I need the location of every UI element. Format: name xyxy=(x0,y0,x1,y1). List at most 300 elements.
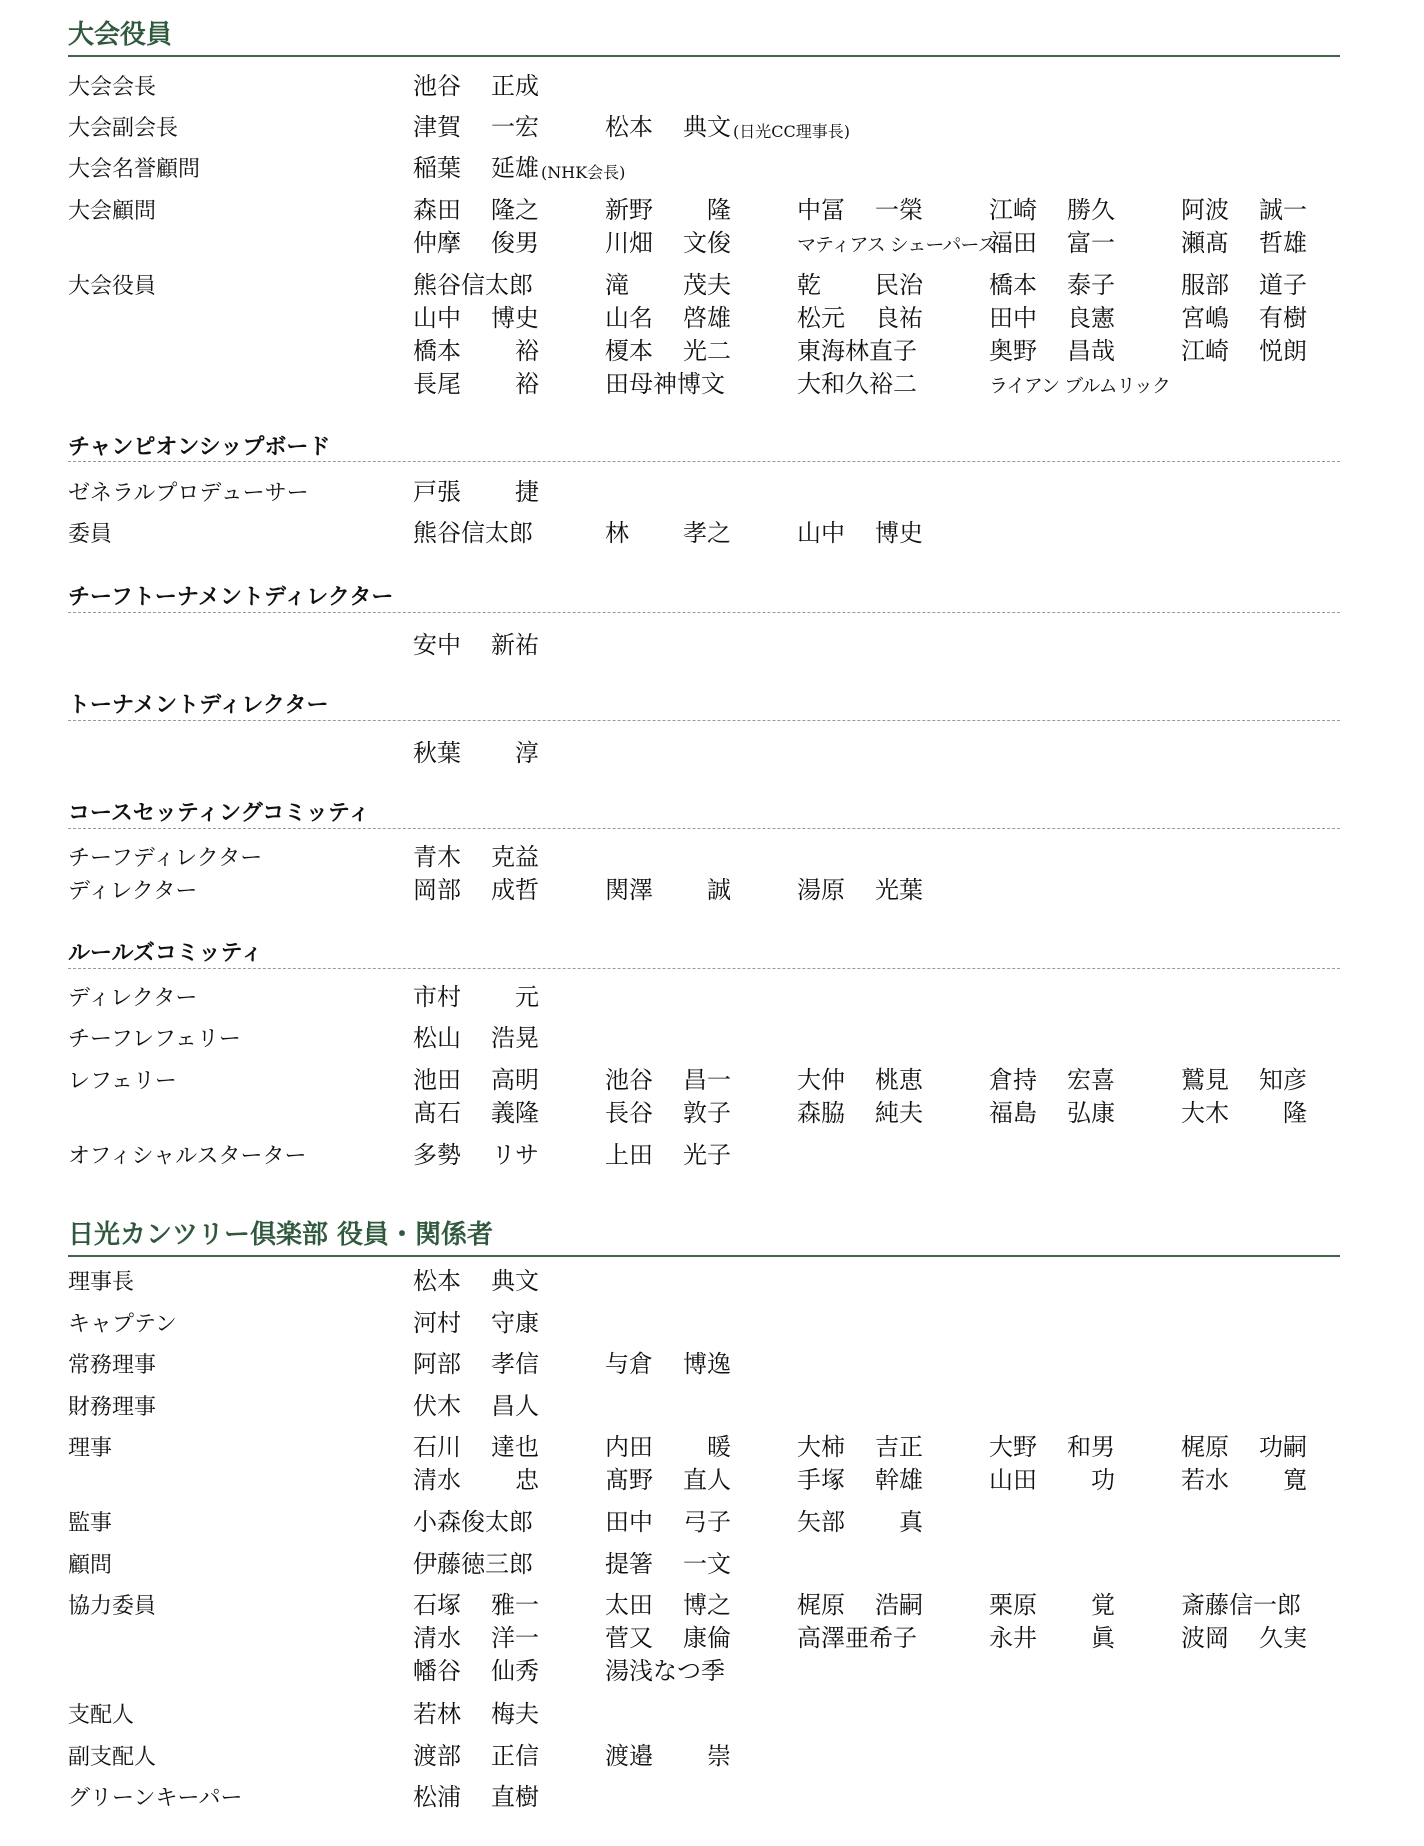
label-greenkeeper: グリーンキーパー xyxy=(68,1786,243,1811)
person-name xyxy=(989,369,1170,401)
family-name: 矢部 xyxy=(797,1508,845,1536)
given-name: 新祐 xyxy=(491,631,539,659)
person-name xyxy=(989,270,1115,300)
person-name-text xyxy=(413,1140,539,1170)
family-name: 梶原 xyxy=(1181,1433,1229,1461)
person-name xyxy=(797,1432,923,1462)
given-name: 寛 xyxy=(1283,1466,1307,1494)
given-name: 功嗣 xyxy=(1259,1433,1307,1461)
given-name: 和男 xyxy=(1067,1433,1115,1461)
person-name-text xyxy=(413,71,539,101)
family-name: 河村 xyxy=(413,1309,461,1337)
given-name: 幹雄 xyxy=(875,1466,923,1494)
given-name: 典文 xyxy=(683,113,731,141)
person-name xyxy=(413,195,539,225)
family-name: 乾 xyxy=(797,271,821,299)
family-name: 山中 xyxy=(413,304,461,332)
given-name: 誠一 xyxy=(1259,196,1307,224)
family-name: 渡部 xyxy=(413,1742,461,1770)
family-name: 阿波 xyxy=(1181,196,1229,224)
given-name: 義隆 xyxy=(491,1099,539,1127)
person-name xyxy=(413,1590,539,1620)
given-name: 仙秀 xyxy=(491,1657,539,1685)
person-name xyxy=(989,1623,1115,1653)
label-vice-president: 大会副会長 xyxy=(68,116,179,141)
person-name xyxy=(797,1465,923,1495)
family-name: 池谷 xyxy=(413,72,461,100)
family-name: 山中 xyxy=(797,519,845,547)
label-director: 理事 xyxy=(68,1436,113,1461)
person-name-text xyxy=(413,1465,539,1495)
person-name-text xyxy=(413,842,539,872)
person-name xyxy=(1181,1065,1307,1095)
person-name-text xyxy=(797,1098,923,1128)
family-name: 関澤 xyxy=(605,876,653,904)
given-name: 昌人 xyxy=(491,1392,539,1420)
section-title-club: 日光カンツリー倶楽部 役員・関係者 xyxy=(68,1220,494,1250)
given-name: 延雄 xyxy=(491,154,539,182)
person-name-text xyxy=(413,1349,539,1379)
label-captain: キャプテン xyxy=(68,1312,177,1337)
label-general-producer: ゼネラルプロデューサー xyxy=(68,481,309,506)
family-name: 安中 xyxy=(413,631,461,659)
person-name xyxy=(1181,270,1307,300)
person-name-text xyxy=(413,228,539,258)
family-name: 阿部 xyxy=(413,1350,461,1378)
person-name xyxy=(413,1623,539,1653)
given-name: 博逸 xyxy=(683,1350,731,1378)
person-name-text xyxy=(413,153,539,183)
person-name-text xyxy=(797,1465,923,1495)
person-name-text xyxy=(413,1266,539,1296)
given-name: 守康 xyxy=(491,1309,539,1337)
given-name: 勝久 xyxy=(1067,196,1115,224)
person-name-text xyxy=(413,1741,539,1771)
person-name-text xyxy=(605,1065,731,1095)
person-name-text xyxy=(413,1391,539,1421)
person-name xyxy=(605,875,731,905)
family-name: 菅又 xyxy=(605,1624,653,1652)
person-name-text xyxy=(797,1590,923,1620)
person-name xyxy=(1181,1432,1307,1462)
person-name xyxy=(413,1023,539,1053)
given-name: 久実 xyxy=(1259,1624,1307,1652)
person-name-text xyxy=(413,1782,539,1812)
family-name: 若水 xyxy=(1181,1466,1229,1494)
person-name-text xyxy=(605,875,731,905)
person-name-text xyxy=(989,270,1115,300)
given-name: 眞 xyxy=(1091,1624,1115,1652)
family-name: 鷲見 xyxy=(1181,1066,1229,1094)
dashed-divider xyxy=(68,828,1340,829)
label-finance-director: 財務理事 xyxy=(68,1395,157,1420)
person-name xyxy=(413,336,539,366)
person-name xyxy=(413,369,539,399)
given-name: 悦朗 xyxy=(1259,337,1307,365)
given-name: 光二 xyxy=(683,337,731,365)
person-name xyxy=(605,1590,731,1620)
family-name: 上田 xyxy=(605,1141,653,1169)
given-name: 良憲 xyxy=(1067,304,1115,332)
person-name-text xyxy=(605,336,731,366)
given-name: 博史 xyxy=(875,519,923,547)
given-name: 正成 xyxy=(491,72,539,100)
family-name: 石塚 xyxy=(413,1591,461,1619)
person-name-text xyxy=(797,270,923,300)
family-name: 松元 xyxy=(797,304,845,332)
family-name: 湯原 xyxy=(797,876,845,904)
person-name xyxy=(989,1065,1115,1095)
family-name: 波岡 xyxy=(1181,1624,1229,1652)
person-name xyxy=(605,270,731,300)
person-name-text: 斎藤信一郎 xyxy=(1181,1591,1301,1619)
label-chief-referee: チーフレフェリー xyxy=(68,1027,241,1052)
person-name-text xyxy=(413,982,539,1012)
person-name-text xyxy=(413,738,539,768)
family-name: 榎本 xyxy=(605,337,653,365)
family-name: 森田 xyxy=(413,196,461,224)
person-name xyxy=(413,228,539,258)
person-name-text xyxy=(413,477,539,507)
given-name: 覚 xyxy=(1091,1591,1115,1619)
family-name: 伏木 xyxy=(413,1392,461,1420)
given-name: 功 xyxy=(1091,1466,1115,1494)
person-name xyxy=(989,1432,1115,1462)
person-name-text xyxy=(605,228,731,258)
family-name: 髙石 xyxy=(413,1099,461,1127)
person-name xyxy=(413,112,539,142)
person-name-text xyxy=(989,228,1115,258)
dashed-divider xyxy=(68,461,1340,462)
person-name xyxy=(413,1266,539,1296)
person-name-text xyxy=(797,1507,923,1537)
person-name xyxy=(605,1741,731,1771)
family-name: 福島 xyxy=(989,1099,1037,1127)
person-name-text xyxy=(605,1741,731,1771)
person-name xyxy=(989,228,1115,258)
person-name-text xyxy=(797,1432,923,1462)
person-name-text xyxy=(989,1623,1115,1653)
person-name-text xyxy=(1181,1432,1307,1462)
subsection-title-championship-board: チャンピオンシップボード xyxy=(68,435,331,460)
person-name xyxy=(989,336,1115,366)
person-name-text xyxy=(797,303,923,333)
given-name: 康倫 xyxy=(683,1624,731,1652)
person-name-text xyxy=(1181,1098,1307,1128)
label-official-starter: オフィシャルスターター xyxy=(68,1144,307,1169)
person-name xyxy=(605,1432,731,1462)
person-name xyxy=(989,195,1115,225)
person-name-text xyxy=(413,1308,539,1338)
person-name-text xyxy=(413,1098,539,1128)
dashed-divider xyxy=(68,612,1340,613)
person-name xyxy=(413,1140,539,1170)
person-name xyxy=(797,1507,923,1537)
person-name-text xyxy=(989,1465,1115,1495)
person-name-text xyxy=(413,630,539,660)
person-name xyxy=(413,71,539,101)
person-name-text: 東海林直子 xyxy=(797,337,917,365)
person-name-text xyxy=(989,1432,1115,1462)
family-name: 津賀 xyxy=(413,113,461,141)
family-name: 宮嶋 xyxy=(1181,304,1229,332)
family-name: 江崎 xyxy=(989,196,1037,224)
person-name xyxy=(605,1549,731,1579)
family-name: 戸張 xyxy=(413,478,461,506)
family-name: 多勢 xyxy=(413,1141,461,1169)
family-name: 橋本 xyxy=(413,337,461,365)
given-name: 良祐 xyxy=(875,304,923,332)
person-name-text xyxy=(413,1023,539,1053)
given-name: 裕 xyxy=(515,370,539,398)
family-name: 池谷 xyxy=(605,1066,653,1094)
label-president: 大会会長 xyxy=(68,75,157,100)
family-name: 内田 xyxy=(605,1433,653,1461)
family-name: 手塚 xyxy=(797,1466,845,1494)
person-name-text xyxy=(1181,1623,1307,1653)
family-name: 滝 xyxy=(605,271,629,299)
given-name: 光子 xyxy=(683,1141,731,1169)
person-name xyxy=(989,1098,1115,1128)
person-name-text xyxy=(1181,195,1307,225)
person-name xyxy=(1181,1623,1307,1653)
given-name: 一文 xyxy=(683,1550,731,1578)
given-name: 桃恵 xyxy=(875,1066,923,1094)
person-name-text xyxy=(989,1590,1115,1620)
family-name: 清水 xyxy=(413,1466,461,1494)
given-name: 誠 xyxy=(707,876,731,904)
person-name xyxy=(605,518,731,548)
family-name: 山名 xyxy=(605,304,653,332)
family-name: 新野 xyxy=(605,196,653,224)
given-name: 富一 xyxy=(1067,229,1115,257)
family-name: 青木 xyxy=(413,843,461,871)
label-referee: レフェリー xyxy=(68,1069,177,1094)
family-name: 提箸 xyxy=(605,1550,653,1578)
person-name xyxy=(605,1623,731,1653)
person-name-text xyxy=(605,270,731,300)
person-name-text xyxy=(605,1507,731,1537)
label-advisor: 大会顧問 xyxy=(68,199,157,224)
given-name: 典文 xyxy=(491,1267,539,1295)
given-name: 俊男 xyxy=(491,229,539,257)
given-name: 昌哉 xyxy=(1067,337,1115,365)
subsection-title-chief-td: チーフトーナメントディレクター xyxy=(68,585,394,610)
person-name-text xyxy=(413,303,539,333)
family-name: 与倉 xyxy=(605,1350,653,1378)
family-name: 池田 xyxy=(413,1066,461,1094)
family-name: 江崎 xyxy=(1181,337,1229,365)
given-name: 忠 xyxy=(515,1466,539,1494)
given-name: 直人 xyxy=(683,1466,731,1494)
dashed-divider xyxy=(68,968,1340,969)
person-name xyxy=(413,1741,539,1771)
person-name xyxy=(605,195,731,225)
person-name xyxy=(797,270,923,300)
family-name: 奥野 xyxy=(989,337,1037,365)
label-vice-manager: 副支配人 xyxy=(68,1745,157,1770)
family-name: 松山 xyxy=(413,1024,461,1052)
person-name xyxy=(605,1065,731,1095)
person-name-text xyxy=(989,1098,1115,1128)
person-name xyxy=(605,112,731,142)
family-name: 大野 xyxy=(989,1433,1037,1461)
family-name: 岡部 xyxy=(413,876,461,904)
person-name xyxy=(605,336,731,366)
family-name: 服部 xyxy=(1181,271,1229,299)
family-name: 橋本 xyxy=(989,271,1037,299)
person-name-text: マティアス シェーパース xyxy=(797,234,996,256)
given-name: 文俊 xyxy=(683,229,731,257)
person-name xyxy=(413,875,539,905)
given-name: 光葉 xyxy=(875,876,923,904)
person-name-text xyxy=(413,336,539,366)
person-name xyxy=(797,875,923,905)
person-name xyxy=(797,1065,923,1095)
person-name-text xyxy=(1181,228,1307,258)
given-name: 吉正 xyxy=(875,1433,923,1461)
person-name xyxy=(605,369,731,399)
person-name xyxy=(989,1465,1115,1495)
family-name: 福田 xyxy=(989,229,1037,257)
given-name: 民治 xyxy=(875,271,923,299)
given-name: 有樹 xyxy=(1259,304,1307,332)
person-name xyxy=(413,1782,539,1812)
person-name-text xyxy=(413,1656,539,1686)
affiliation-note: (NHK会長) xyxy=(541,163,626,182)
person-name xyxy=(605,1507,731,1537)
family-name: 倉持 xyxy=(989,1066,1037,1094)
person-name-text xyxy=(1181,1065,1307,1095)
given-name: 茂夫 xyxy=(683,271,731,299)
person-name xyxy=(989,1590,1115,1620)
family-name: 仲摩 xyxy=(413,229,461,257)
family-name: 大柿 xyxy=(797,1433,845,1461)
given-name: 裕 xyxy=(515,337,539,365)
person-name-text: 伊藤徳三郎 xyxy=(413,1550,533,1578)
person-name xyxy=(413,1507,539,1537)
person-name-text xyxy=(989,303,1115,333)
given-name: 浩嗣 xyxy=(875,1591,923,1619)
person-name xyxy=(1181,228,1307,258)
family-name: 稲葉 xyxy=(413,154,461,182)
family-name: 山田 xyxy=(989,1466,1037,1494)
person-name xyxy=(989,303,1115,333)
given-name: 隆之 xyxy=(491,196,539,224)
given-name: リサ xyxy=(491,1141,539,1169)
given-name: 雅一 xyxy=(491,1591,539,1619)
label-member: 委員 xyxy=(68,522,113,547)
label-consultant: 顧問 xyxy=(68,1553,113,1578)
given-name: 隆 xyxy=(707,196,731,224)
person-name xyxy=(413,270,539,300)
family-name: 中冨 xyxy=(797,196,845,224)
person-name xyxy=(413,1699,539,1729)
label-director-rules: ディレクター xyxy=(68,986,198,1011)
family-name: 松本 xyxy=(413,1267,461,1295)
given-name: 孝信 xyxy=(491,1350,539,1378)
person-name xyxy=(797,228,995,260)
given-name: 捷 xyxy=(515,478,539,506)
person-name-text xyxy=(413,195,539,225)
family-name: 渡邉 xyxy=(605,1742,653,1770)
label-officers: 大会役員 xyxy=(68,274,157,299)
label-cooperation: 協力委員 xyxy=(68,1594,157,1619)
person-name-text: 小森俊太郎 xyxy=(413,1508,533,1536)
given-name: 博之 xyxy=(683,1591,731,1619)
person-name xyxy=(797,303,923,333)
section-title-officers: 大会役員 xyxy=(68,20,173,50)
person-name-text: 熊谷信太郎 xyxy=(413,271,533,299)
family-name: 長尾 xyxy=(413,370,461,398)
person-name-text xyxy=(797,875,923,905)
given-name: 敦子 xyxy=(683,1099,731,1127)
person-name xyxy=(797,195,923,225)
person-name xyxy=(1181,336,1307,366)
given-name: 暖 xyxy=(707,1433,731,1461)
given-name: 正信 xyxy=(491,1742,539,1770)
family-name: 松浦 xyxy=(413,1783,461,1811)
given-name: 洋一 xyxy=(491,1624,539,1652)
given-name: 崇 xyxy=(707,1742,731,1770)
person-name-text xyxy=(605,195,731,225)
person-name xyxy=(1181,1590,1307,1620)
given-name: 昌一 xyxy=(683,1066,731,1094)
person-name-text xyxy=(797,1065,923,1095)
given-name: 泰子 xyxy=(1067,271,1115,299)
family-name: 永井 xyxy=(989,1624,1037,1652)
given-name: 隆 xyxy=(1283,1099,1307,1127)
family-name: 清水 xyxy=(413,1624,461,1652)
person-name xyxy=(1181,1465,1307,1495)
given-name: 弓子 xyxy=(683,1508,731,1536)
person-name xyxy=(605,1465,731,1495)
person-name-text xyxy=(605,112,731,142)
person-name-text xyxy=(413,1065,539,1095)
family-name: 川畑 xyxy=(605,229,653,257)
person-name-text xyxy=(605,1432,731,1462)
family-name: 瀬髙 xyxy=(1181,229,1229,257)
label-auditor: 監事 xyxy=(68,1511,113,1536)
given-name: 道子 xyxy=(1259,271,1307,299)
label-manager: 支配人 xyxy=(68,1703,135,1728)
person-name xyxy=(413,1349,539,1379)
given-name: 博史 xyxy=(491,304,539,332)
person-name-text xyxy=(413,369,539,399)
person-name-text xyxy=(605,1590,731,1620)
affiliation-note: (日光CC理事長) xyxy=(733,122,850,141)
person-name xyxy=(413,1549,539,1579)
given-name: 淳 xyxy=(515,739,539,767)
person-name-text: 高澤亜希子 xyxy=(797,1624,917,1652)
label-managing-director: 常務理事 xyxy=(68,1353,157,1378)
person-name-text xyxy=(413,875,539,905)
person-name xyxy=(413,738,539,768)
person-name xyxy=(797,1098,923,1128)
person-name-text xyxy=(605,1349,731,1379)
person-name-text xyxy=(1181,303,1307,333)
family-name: 梶原 xyxy=(797,1591,845,1619)
dashed-divider xyxy=(68,720,1340,721)
person-name xyxy=(413,303,539,333)
family-name: 松本 xyxy=(605,113,653,141)
person-name-text xyxy=(605,1549,731,1579)
family-name: 市村 xyxy=(413,983,461,1011)
family-name: 長谷 xyxy=(605,1099,653,1127)
person-name xyxy=(413,1308,539,1338)
person-name xyxy=(797,518,923,548)
given-name: 哲雄 xyxy=(1259,229,1307,257)
